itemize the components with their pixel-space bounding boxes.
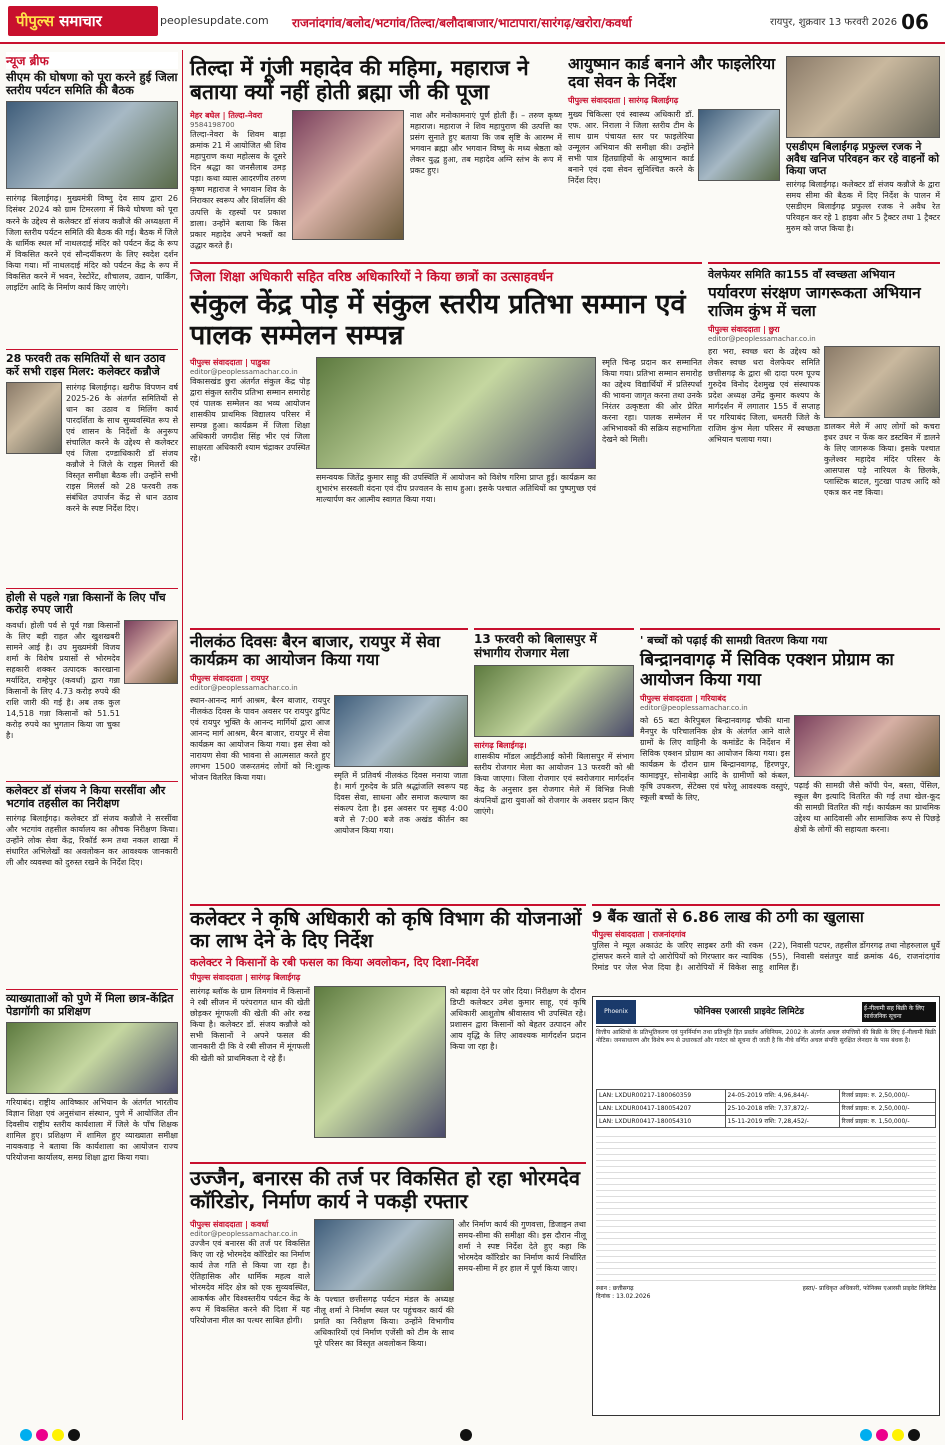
collector-photo	[6, 382, 62, 454]
tilda-phone: 9584198700	[190, 121, 235, 130]
newspaper-logo: पीपुल्स समाचार	[8, 6, 158, 36]
brief-headline-1: सीएम की घोषणा को पूरा करने हुई जिला स्तरीय पर्यटन समिति की बैठक	[6, 70, 178, 98]
meeting-photo	[6, 101, 178, 189]
ayushman-headline: आयुष्मान कार्ड बनाने और फाइलेरिया दवा सेवन के निर्देश	[568, 55, 776, 91]
auction-table	[596, 1089, 936, 1128]
cyan-mark-icon	[860, 1429, 872, 1441]
ad-cell-2: 25-10-2018 राशि: 7,37,872/-	[725, 1102, 839, 1115]
sankul-body-3: स्मृति चिन्ह प्रदान कर सम्मानित किया गया। प्रतिभा सम्मान समारोह का उद्देश्य विद्यार्थियों में प्रतिस्पर्धा की भावना जागृत करना तथा उनके निरंतर उत्कृष्टता की ओर प्रेरित करना रहा। पालक सम्मेलन में अभिभावकों की सक्रिय सहभागिता देखने को मिली।	[602, 358, 702, 445]
brief-headline-3: होली से पहले गन्ना किसानों के लिए पाँच करोड़ रुपए जारी	[6, 588, 178, 617]
neelkanth-headline: नीलकंठ दिवसः बैरन बाजार, रायपुर में सेवा कार्यक्रम का आयोजन किया गया	[190, 632, 440, 670]
phoenix-logo: Phoenix	[596, 1000, 636, 1024]
agriculture-body-1: सारंगढ़ ब्लॉक के ग्राम लिमगांव में किसानों ने रबी सीजन में परंपरागत धान की खेती छोड़कर मूंगफली की खेती की ओर रुख किया है। कलेक्टर डॉ. संजय कन्नौजे को सभी किसानों ने अपने फसल की जानकारी दी कि वे रबी सीजन में मूंगफली की खेती को प्राथमिकता दे रहे हैं।	[190, 987, 310, 1063]
civic-headline: बिन्द्रानवागढ़ में सिविक एक्शन प्रोग्राम का आयोजन किया गया	[640, 650, 894, 690]
job-fair-body: शासकीय मॉडल आईटीआई कोनी बिलासपुर में संभाग स्तरीय रोजगार मेला का आयोजन 13 फरवरी को श्री किया जाएगा। जिला रोजगार एवं स्वरोजगार मार्गदर्शन केंद्र के अनुसार इस रोजगार मेले में विभिन्न निजी कंपनियों द्वारा युवाओं को रोजगार के अवसर प्रदान किए जाएंगे।	[474, 751, 634, 816]
bhoramdev-body-3: और निर्माण कार्य की गुणवत्ता, डिजाइन तथा समय-सीमा की समीक्षा की। इस दौरान नीलू शर्मा ने स्पष्ट निर्देश देते हुए कहा कि भोरमदेव कॉरिडोर का निर्माण कार्य निर्धारित समय-सीमा में हर हाल में पूर्ण किया जाए।	[458, 1220, 586, 1274]
environment-story	[708, 262, 940, 622]
brief-headline-5: व्याख्यातााओं को पुणे में मिला छात्र-केंद्रित पेडागॉगी का प्रशिक्षण	[6, 989, 178, 1018]
civic-email[interactable]: editor@peoplessamachar.co.in	[640, 704, 748, 713]
ad-intro: वित्तीय आस्तियों के प्रतिभूतिकरण एवं पुनर्निर्माण तथा प्रतिभूति हित प्रवर्तन अधिनियम, 2002 के अंतर्गत अचल संपत्तियों की बिक्री के लिए ई-नीलामी बिक्री नोटिस। जनसाधारण और विशेष रूप से उधारकर्ता और गारंटर को सूचना दी जाती है कि नीचे वर्णित अचल संपत्ति सुरक्षित लेनदार के पास बंधक है।	[596, 1029, 936, 1045]
cyan-mark-icon	[20, 1429, 32, 1441]
ad-lan-3: LAN: LXDUR00417-180054310	[597, 1115, 726, 1128]
brief-body-2: सारंगढ़ बिलाईगढ़। खरीफ विपणन वर्ष 2025-26 के अंतर्गत समितियों से धान का उठाव व मिलिंग कार्य पारदर्शिता के साथ सुव्यवस्थित रूप से एवं शासन के निर्देशों के अनुरूप संचालित करने के उद्देश्य से कलेक्टर एवं जिला दण्डाधिकारी डॉ संजय कन्नौजे ने जिले के राइस मिलरों की विस्तृत समीक्षा बैठक ली। उन्होंने सभी राइस मिलर्स को 28 फरवरी तक संबंधित उपार्जन केंद्र से धान उठाव करने के स्पष्ट निर्देश दिए।	[66, 382, 178, 514]
ad-lan-2: LAN: LXDUR00417-180054207	[597, 1102, 726, 1115]
agriculture-byline: पीपुल्स संवाददाता | सारंगढ़ बिलाईगढ़	[190, 973, 301, 983]
ayushman-body: मुख्य चिकित्सा एवं स्वास्थ्य अधिकारी डॉ. एफ. आर. निराला ने जिला स्तरीय टीम के साथ ग्राम पंचायत स्तर पर फाइलेरिया उन्मूलन अभियान की समीक्षा की। उन्होंने सभी पात्र हितग्राहियों के आयुष्मान कार्ड बनाने एवं दवा सेवन सुनिश्चित करने के निर्देश दिए।	[568, 109, 694, 185]
ad-reserve-3: रिजर्व प्राइस: रु. 1,50,000/-	[839, 1115, 935, 1128]
fraud-headline: 9 बैंक खातों से 6.86 लाख की ठगी का खुलासा	[592, 908, 864, 926]
sankul-byline: पीपुल्स संवाददाता | पाडुका	[190, 358, 270, 368]
ad-reserve-2: रिजर्व प्राइस: रु. 2,50,000/-	[839, 1102, 935, 1115]
auction-notice-ad	[592, 996, 940, 1416]
sankul-body-1: विकासखंड छुरा अंतर्गत संकुल केंद्र पोड़ द्वारा संकुल स्तरीय प्रतिभा सम्मान समारोह एवं पालक सम्मेलन का भव्य आयोजन शासकीय प्राथमिक विद्यालय परिसर में सम्पन्न हुआ। कार्यक्रम में जिला शिक्षा अधिकारी जगदीश सिंह भीर एवं जिला साक्षरता अधिकारी श्याम चंद्राकर उपस्थित रहे।	[190, 377, 310, 464]
ad-cell-1: 24-05-2019 राशि: 4,96,844/-	[725, 1090, 839, 1103]
brief-headline-4: कलेक्टर डॉ संजय ने किया सरसींवा और भटगांव तहसील का निरीक्षण	[6, 781, 178, 810]
ad-lan-1: LAN: LXDUR00217-180060359	[597, 1090, 726, 1103]
civic-body-1: को 65 बटा केरिपुबल बिन्द्रानवागढ़ चौकी थाना मैनपुर के परिचालनिक क्षेत्र के अंतर्गत आने वाले ग्रामों के लिए वाहिनी के कमांडेंट के निर्देशन में सिविक एक्शन प्रोग्राम का आयोजन किया गया। इस कार्यक्रम के दौरान ग्राम बिन्द्रानवागढ़, हिरणपुर, कामाइपुर, सोनाबेड़ा आदि के ग्रामीणों को कंबल, कृषि उपकरण, सेंटेक्स एवं घरेलू आवश्यक वस्तुएं, स्कूली बच्चों के लिए,	[640, 716, 790, 803]
job-fair-byline: सारंगढ़ बिलाईगढ़।	[474, 740, 527, 750]
civic-kicker: ' बच्चों को पढ़ाई की सामग्री वितरण किया गया	[640, 634, 828, 647]
fraud-story	[592, 904, 940, 994]
sankul-body-2: समन्वयक जितेंद्र कुमार साहू की उपस्थिति में आयोजन को विशेष गरिमा प्राप्त हुई। कार्यक्रम का शुभारंभ सरस्वती वंदना एवं दीप प्रज्वलन के साथ हुआ। इसके पश्चात अतिथियों का पुष्पगुच्छ एवं माल्यार्पण कर आत्मीय स्वागत किया गया।	[316, 473, 596, 505]
black-mark-icon	[908, 1429, 920, 1441]
bhoramdev-byline: पीपुल्स संवाददाता | कवर्धा	[190, 1220, 269, 1229]
neelkanth-byline: पीपुल्स संवाददाता | रायपुर	[190, 673, 269, 683]
news-brief-column	[6, 52, 178, 1422]
sankul-photo	[316, 357, 596, 469]
bhoramdev-body-1: उज्जैन एवं बनारस की तर्ज पर विकसित किए जा रहे भोरमदेव कॉरिडोर का निर्माण कार्य तेज गति से किया जा रहा है। ऐतिहासिक और धार्मिक महत्व वाले भोरमदेव मंदिर क्षेत्र को एक सुव्यवस्थित, आकर्षक और विश्वस्तरीय पर्यटन केंद्र के रूप में विकसित करने की दिशा में यह परियोजना मील का पत्थर साबित होगी।	[190, 1239, 310, 1326]
maharaj-photo	[292, 110, 404, 240]
civic-byline: पीपुल्स संवाददाता | गरियाबंद	[640, 694, 727, 704]
masthead	[0, 0, 945, 44]
ad-reserve-1: रिजर्व प्राइस: रु. 2,50,000/-	[839, 1090, 935, 1103]
sankul-story	[190, 262, 702, 622]
ad-date: दिनांक : 13.02.2026	[596, 1293, 651, 1301]
cleanup-photo	[824, 346, 940, 418]
deputy-cm-photo	[124, 620, 178, 684]
issue-date: रायपुर, शुक्रवार 13 फरवरी 2026	[770, 17, 898, 28]
brief-body-1: सारंगढ़ बिलाईगढ़। मुख्यमंत्री विष्णु देव साय द्वारा 26 दिसंबर 2024 को ग्राम टिमरलगा में किये घोषणा को पूरा करने के उद्देश्य से कलेक्टर डॉ संजय कन्नौजे की अध्यक्षता में जिला स्तरीय पर्यटन समिति की बैठक की गई। बैठक में जिले के धार्मिक स्थल माँ नाथलदाई मंदिर को पर्यटन केंद्र के रूप में विकसित करने एवं सौन्दर्यीकरण के लिए स्वदेश दर्शन किया गया। माँ नाथलदाई मंदिर को पर्यटन केंद्र के रूप में विकसित करने में भवन, रेस्टोरेंट, शौचालय, उद्यान, पार्किंग, लाइटिंग आदि के निर्माण कार्य किए जाएंगे।	[6, 194, 178, 292]
ad-company: फोनिक्स एआरसी प्राइवेट लिमिटेड	[693, 1006, 805, 1017]
health-camp-photo	[698, 109, 780, 181]
agriculture-body-2: को बढ़ावा देने पर जोर दिया। निरीक्षण के दौरान डिप्टी कलेक्टर उमेश कुमार साहू, एवं कृषि अधिकारी आशुतोष श्रीवास्तव भी उपस्थित रहे। प्रशासन द्वारा किसानों को बेहतर उत्पादन और आय वृद्धि के लिए आवश्यक मार्गदर्शन प्रदान किया जा रहा है।	[450, 987, 586, 1052]
website-url[interactable]: peoplesupdate.com	[160, 14, 269, 27]
page-number: 06	[901, 10, 929, 34]
tilda-story	[190, 56, 562, 256]
field-inspection-photo	[314, 986, 446, 1138]
civic-action-story	[640, 628, 940, 898]
tilda-body-1: तिल्दा-नेवरा के शिवम बाड़ा क्रमांक 21 में आयोजित श्री शिव महापुराण कथा महोत्सव के दूसरे दिन श्रद्धा का जनसैलाब उमड़ पड़ा। कथा व्यास आदरणीय तरुण कृष्ण महाराज ने भगवान शिव के निराकार स्वरूप और शिवलिंग की उत्पत्ति के रहस्यों पर प्रकाश डाला। उन्होंने बताया कि किस प्रकार महादेव अपने भक्तों का उद्धार करते हैं।	[190, 130, 286, 250]
magenta-mark-icon	[36, 1429, 48, 1441]
civic-photo	[794, 715, 940, 777]
environment-email[interactable]: editor@peoplessamachar.co.in	[708, 334, 816, 343]
mining-headline: एसडीएम बिलाईगढ़ प्रफुल्ल रजक ने अवैध खनिज परिवहन कर रहे वाहनों को किया जप्त	[786, 141, 940, 178]
fraud-byline: पीपुल्स संवाददाता | राजनांदगांव	[592, 930, 686, 940]
fraud-body: पुलिस ने म्यूल अकाउंट के जरिए साइबर ठगी की रकम ट्रांसफर करने वाले दो आरोपियों को गिरफ्तार कर न्यायिक रिमांड पर जेल भेज दिया है। आरोपियों में विकेश साहू (22), निवासी पटपर, तहसील डोंगरगढ़ तथा नोहरुलाल धुर्वे (55), निवासी वसंतपुर वार्ड क्रमांक 46, राजनांदगांव शामिल हैं।	[592, 941, 940, 973]
sankul-email[interactable]: editor@peoplessamachar.co.in	[190, 368, 298, 377]
job-fair-photo	[474, 665, 634, 737]
table-row	[597, 1090, 936, 1103]
ad-place: स्थान : छत्तीसगढ़	[596, 1285, 634, 1293]
environment-headline: पर्यावरण संरक्षण जागरूकता अभियान राजिम कुंभ में चला	[708, 284, 921, 320]
bhoramdev-email[interactable]: editor@peoplessamachar.co.in	[190, 1230, 298, 1238]
column-divider	[182, 50, 183, 1420]
print-registration-bar	[0, 1425, 945, 1445]
neelkanth-body-2: स्मृति में प्रतिवर्ष नीलकंठ दिवस मनाया जाता है। मार्ग गुरुदेव के प्रति श्रद्धांजलि स्वरूप यह दिवस सेवा, साधना और समाज कल्याण का संकल्प देता है। इस अवसर पर सुबह 4:00 बजे से 7:00 बजे तक अखंड कीर्तन का आयोजन किया गया।	[334, 770, 468, 835]
agriculture-story	[190, 904, 586, 1156]
seized-vehicles-photo	[786, 56, 940, 138]
bhoramdev-body-2: के पश्चात छत्तीसगढ़ पर्यटन मंडल के अध्यक्ष नीलू शर्मा ने निर्माण स्थल पर पहुंचकर कार्य की प्रगति का निरीक्षण किया। उन्होंने विभागीय अधिकारियों एवं निर्माण एजेंसी को टीम के साथ पूरे परिसर का विस्तृत अवलोकन किया।	[314, 1295, 454, 1349]
yellow-mark-icon	[892, 1429, 904, 1441]
civic-body-2: पढ़ाई की सामग्री जैसे कॉपी पेन, बस्ता, पेंसिल, स्कूल बैग इत्यादि वितरित की गई तथा खेल-कूद की सामग्री वितरित की गई। कार्यक्रम का प्राथमिक उद्देश्य था आदिवासी और सामाजिक रूप से पिछड़े क्षेत्रों के लोगों की सहायता करना।	[794, 781, 940, 835]
table-row	[597, 1102, 936, 1115]
neelkanth-story	[190, 628, 468, 898]
sankul-kicker: जिला शिक्षा अधिकारी सहित वरिष्ठ अधिकारियों ने किया छात्रों का उत्साहवर्धन	[190, 270, 554, 285]
tilda-byline: मेहर बघेल | तिल्दा-नेवरा	[190, 111, 263, 121]
agriculture-headline: कलेक्टर ने कृषि अधिकारी को कृषि विभाग की योजनाओं का लाभ देने के दिए निर्देश	[190, 908, 582, 952]
neelkanth-email[interactable]: editor@peoplessamachar.co.in	[190, 683, 298, 692]
tilda-body-2: नाश और मनोकामनाएं पूर्ण होती हैं। – तरुण कृष्ण महाराज। महाराज ने शिव महापुराण की उत्पत्ति का प्रसंग सुनाते हुए बताया कि जब सृष्टि के आरम्भ में भगवान ब्रह्मा और भगवान विष्णु के मध्य श्रेष्ठता को लेकर युद्ध हुआ, तब महादेव अग्नि स्तंभ के रूप में प्रकट हुए।	[410, 111, 562, 176]
bhoramdev-headline: उज्जैन, बनारस की तर्ज पर विकसित हो रहा भोरमदेव कॉरिडोर, निर्माण कार्य ने पकड़ी रफ्तार	[190, 1166, 581, 1213]
environment-kicker: वेलफेयर समिति का155 वाँ स्वच्छता अभियान	[708, 268, 895, 281]
table-row	[597, 1115, 936, 1128]
ad-cell-3: 15-11-2019 राशि: 7,28,452/-	[725, 1115, 839, 1128]
neelkanth-body-1: स्थान-आनन्द मार्ग आश्रम, बैरन बाजार, रायपुर नीलकंठ दिवस के पावन अवसर पर रायपुर डुपिट एवं रायपुर भुक्ति के आनन्द मार्गियों द्वारा आज आनन्द मार्ग आश्रम, बैरन बाजार, रायपुर में सेवा कार्यक्रम का आयोजन किया गया। इस सेवा को नारायण सेवा की भावना से आत्मसात करते हुए लगभग 1500 जरूरतमंद लोगों को नि:शुल्क भोजन वितरित किया गया।	[190, 695, 330, 782]
mining-body: सारंगढ़ बिलाईगढ़। कलेक्टर डॉ संजय कन्नौजे के द्वारा समय सीमा की बैठक में दिए निर्देश के पालन में एसडीएम बिलाईगढ़ प्रफुल्ल रजक ने अवैध रेत परिवहन कर रहे 1 हाइवा और 5 ट्रैक्टर तथा 1 ट्रैक्टर मुरुम को जप्त किया है।	[786, 180, 940, 234]
brief-body-3: कवर्धा। होली पर्व से पूर्व गन्ना किसानों के लिए बड़ी राहत और खुशखबरी सामने आई है। उप मुख्यमंत्री विजय शर्मा के विशेष प्रयासों से भोरमदेव सहकारी शक्कर उत्पादक कारखाना मर्यादित, राम्हेपुर (कवर्धा) द्वारा गन्ना किसानों के लिए 4.73 करोड़ रुपये की राशि जारी की गई है। अब तक कुल 14,518 गन्ना किसानों को 51.51 करोड़ रुपये का भुगतान किया जा चुका है।	[6, 621, 120, 741]
job-fair-story	[474, 628, 634, 898]
environment-byline: पीपुल्स संवाददाता | छुरा	[708, 324, 780, 334]
ayushman-story	[568, 56, 780, 256]
brief-body-5: गरियाबंद। राष्ट्रीय आविष्कार अभियान के अंतर्गत भारतीय विज्ञान शिक्षा एवं अनुसंधान संस्थान, पुणे में आयोजित तीन दिवसीय राष्ट्रीय स्तरीय कार्यशाला में जिले के पाँच शिक्षक शामिल हुए। प्रशिक्षण में शामिल हुए व्याख्याता समीक्षा नायकवाड़ ने बताया कि कार्यशाला का आयोजन राज्य परियोजना कार्यालय, समग्र शिक्षा द्वारा किया गया।	[6, 1097, 178, 1162]
brief-headline-2: 28 फरवरी तक समितियों से धान उठाव कर्रे सभी राइस मिलर: कलेक्टर कन्नौजे	[6, 349, 178, 378]
edition-places: राजनांदगांव/बलोद/भटगांव/तिल्दा/बलौदाबाजार/भाटापारा/सारंगढ़/खरोरा/कवर्धा	[292, 16, 632, 30]
center-mark-icon	[460, 1429, 472, 1441]
sankul-headline: संकुल केंद्र पोड़ में संकुल स्तरीय प्रतिभा सम्मान एवं पालक सम्मेलन सम्पन्न	[190, 289, 686, 352]
ayushman-byline: पीपुल्स संवाददाता | सारंगढ़ बिलाईगढ़	[568, 95, 679, 105]
black-mark-icon	[68, 1429, 80, 1441]
training-photo	[6, 1022, 178, 1094]
environment-body-2: डालकर मेले में आए लोगों को कचरा इधर उधर न फेंक कर डस्टबिन में डालने के लिए जागरूक किया। इसके पश्चात कुलेश्वर महादेव मंदिर परिसर के आसपास पड़े नारियल के छिलके, प्लास्टिक बाटल, गुटखा पाउच आदि को एकत्र कर नष्ट किया।	[824, 421, 940, 497]
agriculture-subheadline: कलेक्टर ने किसानों के रबी फसल का किया अवलोकन, दिए दिशा-निर्देश	[190, 955, 479, 969]
mining-story	[786, 56, 940, 256]
corridor-photo	[314, 1219, 454, 1291]
job-fair-headline: 13 फरवरी को बिलासपुर में संभागीय रोजगार मेला	[474, 632, 597, 660]
news-brief-label: न्यूज ब्रीफ	[6, 52, 178, 69]
environment-body-1: हरा भरा, स्वच्छ धरा के उद्देश्य को लेकर स्वच्छ धरा वेलफेयर समिति छत्तीसगढ़ के द्वारा श्री दादा परम पूज्य गुरुदेव विनोद देशमुख एवं संस्थापक प्रदेश अध्यक्ष उमेंद्र कुमार कश्यप के मार्गदर्शन में लगातार 155 वें सप्ताह पर गरियाबंद जिला, धमतरी जिले के राजिम कुंभ मेला परिसर में स्वच्छता अभियान चलाया गया।	[708, 346, 820, 444]
bhoramdev-story	[190, 1162, 586, 1418]
tilda-headline: तिल्दा में गूंजी महादेव की महिमा, महाराज ने बताया क्यों नहीं होती ब्रह्मा जी की पूजा	[190, 56, 529, 105]
ad-tagline: ई-नीलामी सह बिक्री के लिए सार्वजनिक सूचना	[862, 1002, 936, 1022]
brief-body-4: सारंगढ़ बिलाईगढ़। कलेक्टर डॉ संजय कन्नौजे ने सरसींवा और भटगांव तहसील कार्यालय का औचक निरीक्षण किया। उन्होंने लोक सेवा केंद्र, रिकॉर्ड रूम तथा नकल शाखा में संधारित अभिलेखों का अवलोकन कर आवश्यक जानकारी ली और व्यवस्था को दुरुस्त रखने के निर्देश दिए।	[6, 814, 178, 868]
magenta-mark-icon	[876, 1429, 888, 1441]
yellow-mark-icon	[52, 1429, 64, 1441]
ad-signatory: हस्ता/- प्राधिकृत अधिकारी, फोनिक्स एआरसी प्राइवेट लिमिटेड	[802, 1285, 936, 1293]
ad-fine-print	[596, 1131, 936, 1281]
seva-photo	[334, 695, 468, 767]
